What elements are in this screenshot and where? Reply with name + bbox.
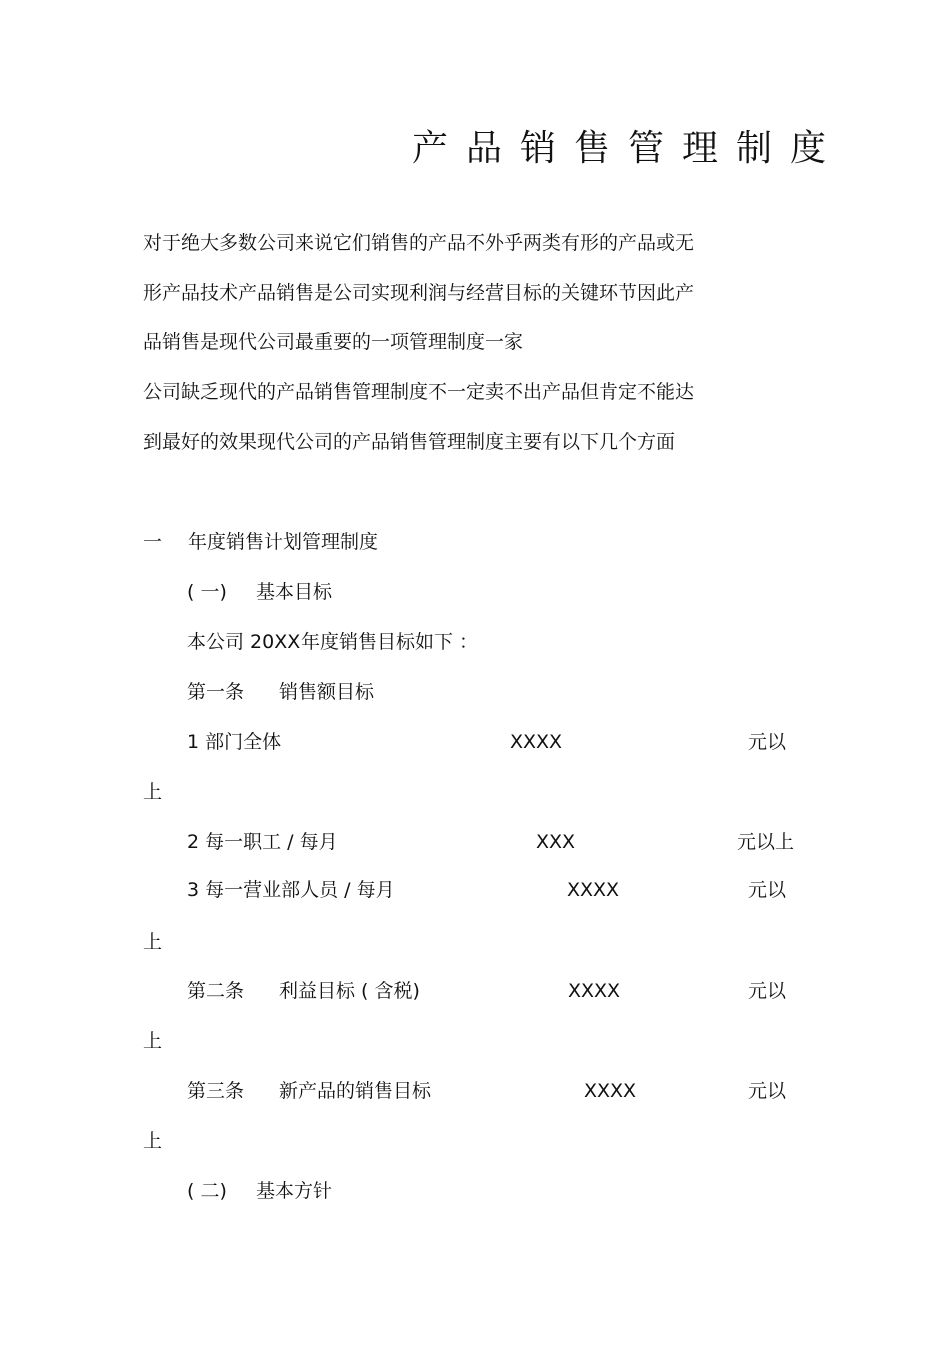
article3-unit-wrap: 上 [143,1130,163,1152]
item3-unit-wrap: 上 [143,931,163,953]
article2-unit-wrap: 上 [143,1030,163,1052]
page-title: 产品销售管理制度 [412,128,845,169]
article3-unit: 元以 [748,1080,787,1102]
item1-unit: 元以 [748,731,787,753]
article2-number: 第二条 [187,980,245,1002]
item2-unit: 元以上 [737,831,795,853]
item2-label: 2 每一职工 / 每月 [187,831,338,853]
target-intro-suffix: 年度销售目标如下 ： [301,631,479,653]
article3-number: 第三条 [187,1080,245,1102]
article2-unit: 元以 [748,980,787,1002]
sub2-number: ( 二) [187,1180,227,1202]
item1-label: 1 部门全体 [187,731,282,753]
item2-amount: XXX [536,831,576,853]
target-intro-prefix: 本公司 20XX [187,631,301,653]
item3-label: 3 每一营业部人员 / 每月 [187,879,395,901]
article2-title: 利益目标 ( 含税) [279,980,420,1002]
intro-line-2: 形产品技术产品销售是公司实现利润与经营目标的关键环节因此产 [143,282,695,304]
section1-number: 一 [143,531,163,553]
intro-line-4: 公司缺乏现代的产品销售管理制度不一定卖不出产品但肯定不能达 [143,381,695,403]
sub1-title: 基本目标 [256,581,333,603]
article1-number: 第一条 [187,681,245,703]
item3-amount: XXXX [567,879,620,901]
intro-line-3: 品销售是现代公司最重要的一项管理制度一家 [143,331,524,353]
article1-title: 销售额目标 [279,681,375,703]
article3-title: 新产品的销售目标 [279,1080,432,1102]
sub2-title: 基本方针 [256,1180,333,1202]
item3-unit: 元以 [748,879,787,901]
item1-amount: XXXX [510,731,563,753]
intro-line-1: 对于绝大多数公司来说它们销售的产品不外乎两类有形的产品或无 [143,232,695,254]
sub1-number: ( 一) [187,581,227,603]
article2-amount: XXXX [568,980,621,1002]
item1-unit-wrap: 上 [143,781,163,803]
section1-title: 年度销售计划管理制度 [188,531,379,553]
article3-amount: XXXX [584,1080,637,1102]
intro-line-5: 到最好的效果现代公司的产品销售管理制度主要有以下几个方面 [143,431,676,453]
